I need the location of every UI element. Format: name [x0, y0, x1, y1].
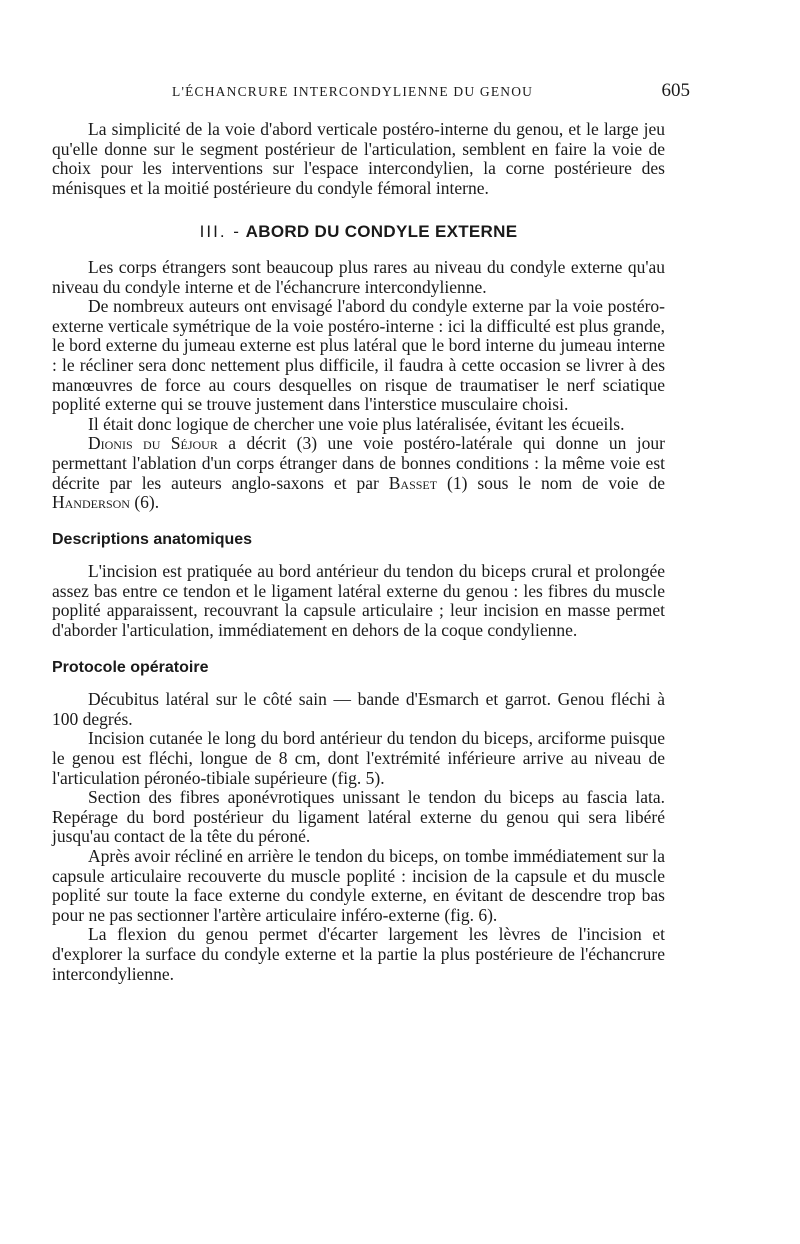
subheading-protocol: Protocole opératoire: [52, 658, 209, 676]
subheading-anatomy: Descriptions anatomiques: [52, 530, 253, 548]
section-title: ABORD DU CONDYLE EXTERNE: [245, 222, 518, 242]
paragraph-text: (6).: [129, 492, 160, 513]
author-name: Handerson: [52, 492, 130, 513]
paragraph: L'incision est pratiquée au bord antérieur du tendon du biceps crural et prolongée assez bas entre ce tendon et le ligament latéral externe du genou : les fibres du muscle poplité apparaissent, recouvrant la capsule articulaire ; leur incision en masse permet d'aborder l'articulation, immédiatement en dehors de la coque condylienne.: [52, 561, 665, 641]
paragraph: Après avoir récliné en arrière le tendon du biceps, on tombe immédiatement sur la capsule articulaire recouverte du muscle poplité : incision de la capsule et du muscle poplité sur toute la face externe du condyle externe, en évitant de descendre trop bas pour ne pas sectionner l'artère articulaire inféro-externe (fig. 6).: [52, 846, 665, 925]
paragraph: De nombreux auteurs ont envisagé l'abord du condyle externe par la voie postéro-externe verticale symétrique de la voie postéro-interne : ici la difficulté est plus grande, le bord externe du jumeau externe est plus latéral que le bord interne du jumeau interne : le récliner sera donc nettement plus difficile, il faudra à cette occasion se livrer à des manœuvres de force au cours desquelles on risque de traumatiser le nerf sciatique poplité externe qui se trouve justement dans l'interstice musculaire choisi.: [52, 296, 665, 415]
intro-paragraph: La simplicité de la voie d'abord verticale postéro-interne du genou, et le large jeu qu'elle donne sur le segment postérieur de l'articulation, semblent en faire la voie de choix pour les interventions sur l'espace intercondylien, la corne postérieure des ménisques et la moitié postérieure du condyle fémoral interne.: [52, 119, 665, 198]
paragraph: Il était donc logique de chercher une voie plus latéralisée, évitant les écueils.: [88, 413, 625, 434]
paragraph: Section des fibres aponévrotiques unissant le tendon du biceps au fascia lata. Repérage du bord postérieur du ligament latéral externe du genou qui sera libéré jusqu'au contact de la tête du péroné.: [52, 787, 665, 847]
paragraph-with-citations: [52, 434, 665, 512]
author-name: Dionis du Séjour: [88, 433, 218, 454]
section-heading: [52, 222, 665, 242]
page-number: 605: [661, 80, 690, 101]
paragraph: Décubitus latéral sur le côté sain — bande d'Esmarch et garrot. Genou fléchi à 100 degrés.: [52, 689, 665, 729]
paragraph-text: (1) sous le nom de voie de: [437, 472, 666, 493]
section-number: III. -: [199, 222, 241, 242]
author-name: Basset: [388, 472, 438, 493]
paragraph: La flexion du genou permet d'écarter largement les lèvres de l'incision et d'explorer la surface du condyle externe et la partie la plus postérieure de l'échancrure intercondylienne.: [52, 924, 665, 984]
paragraph: Incision cutanée le long du bord antérieur du tendon du biceps, arciforme puisque le genou est fléchi, longue de 8 cm, dont l'extrémité inférieure arrive au niveau de l'articulation péronéo-tibiale supérieure (fig. 5).: [52, 728, 665, 788]
running-head: L'ÉCHANCRURE INTERCONDYLIENNE DU GENOU: [172, 84, 534, 99]
paragraph-text: a décrit (3) une voie postéro-latérale qui donne un jour permettant l'ablation d'un corps étranger dans de bonnes conditions : la même voie est décrite par les auteurs anglo-saxons et par: [52, 433, 665, 493]
body-text: [52, 120, 665, 984]
paragraph: Les corps étrangers sont beaucoup plus rares au niveau du condyle externe qu'au niveau du condyle interne et de l'échancrure intercondylienne.: [52, 256, 665, 297]
